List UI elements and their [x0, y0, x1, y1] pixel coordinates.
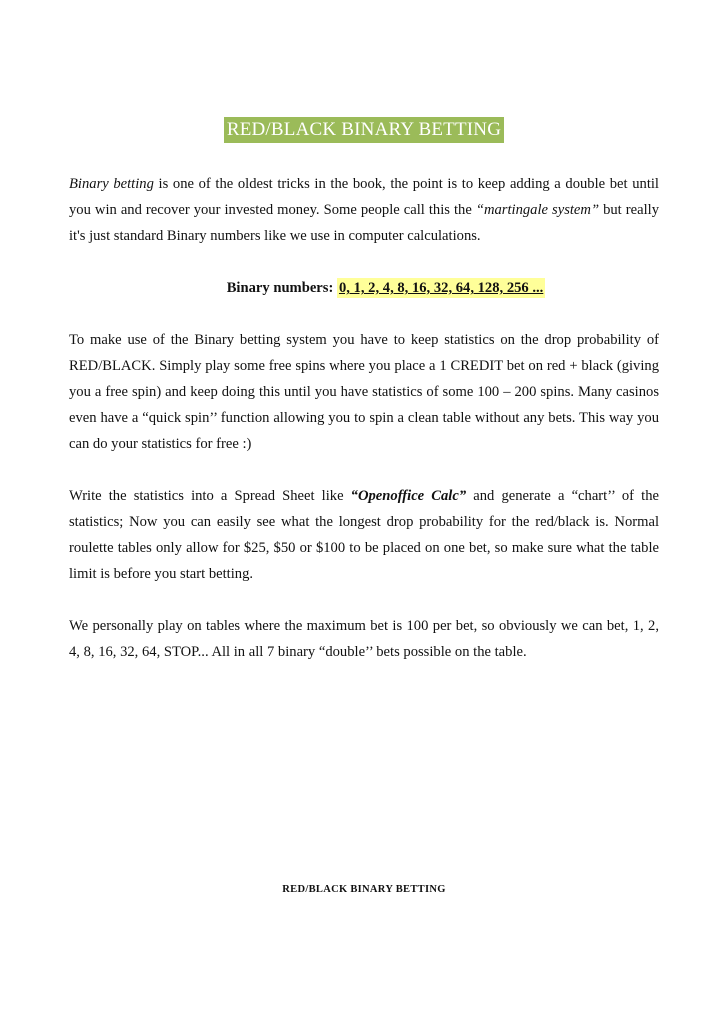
paragraph-intro-text-b: but really it's just standard Binary numbers like we use in computer calculations.	[69, 202, 659, 244]
paragraph-spreadsheet	[69, 483, 659, 587]
martingale-quote: “martingale system”	[475, 202, 600, 218]
document-body	[69, 171, 659, 691]
paragraph-spreadsheet-text-a: Write the statistics into a Spread Sheet like	[69, 488, 351, 504]
binary-numbers-sequence: 0, 1, 2, 4, 8, 16, 32, 64, 128, 256 ...	[338, 280, 544, 296]
paragraph-table-limit: We personally play on tables where the maximum bet is 100 per bet, so obviously we can bet, 1, 2, 4, 8, 16, 32, 64, STOP... All in all 7 binary “double’’ bets possible on the table.	[69, 618, 659, 660]
title-block	[0, 117, 728, 143]
binary-numbers-line	[69, 275, 659, 301]
paragraph-intro-text-a: is one of the oldest tricks in the book, the point is to keep adding a double bet until you win and recover your invested money. Some people call this the	[69, 176, 659, 218]
page-footer: RED/BLACK BINARY BETTING	[282, 884, 446, 895]
paragraph-statistics: To make use of the Binary betting system you have to keep statistics on the drop probability of RED/BLACK. Simply play some free spins where you place a 1 CREDIT bet on red + black (giving you a free spin) and keep doing this until you have statistics of some 100 – 200 spins. Many casinos even have a “quick spin’’ function allowing you to spin a clean table without any bets. This way you can do your statistics for free :)	[69, 332, 659, 452]
page-title: RED/BLACK BINARY BETTING	[224, 117, 504, 143]
paragraph-spreadsheet-text-b: and generate a “chart’’ of the statistics; Now you can easily see what the longest drop probability for the red/black is. Normal roulette tables only allow for $25, $50 or $100 to be placed on one bet, so make sure what the table limit is before you start betting.	[69, 488, 659, 582]
binary-numbers-label: Binary numbers:	[226, 280, 337, 296]
paragraph-intro	[69, 171, 659, 249]
openoffice-calc-name: “Openoffice Calc”	[350, 488, 467, 504]
binary-betting-term: Binary betting	[69, 176, 154, 192]
